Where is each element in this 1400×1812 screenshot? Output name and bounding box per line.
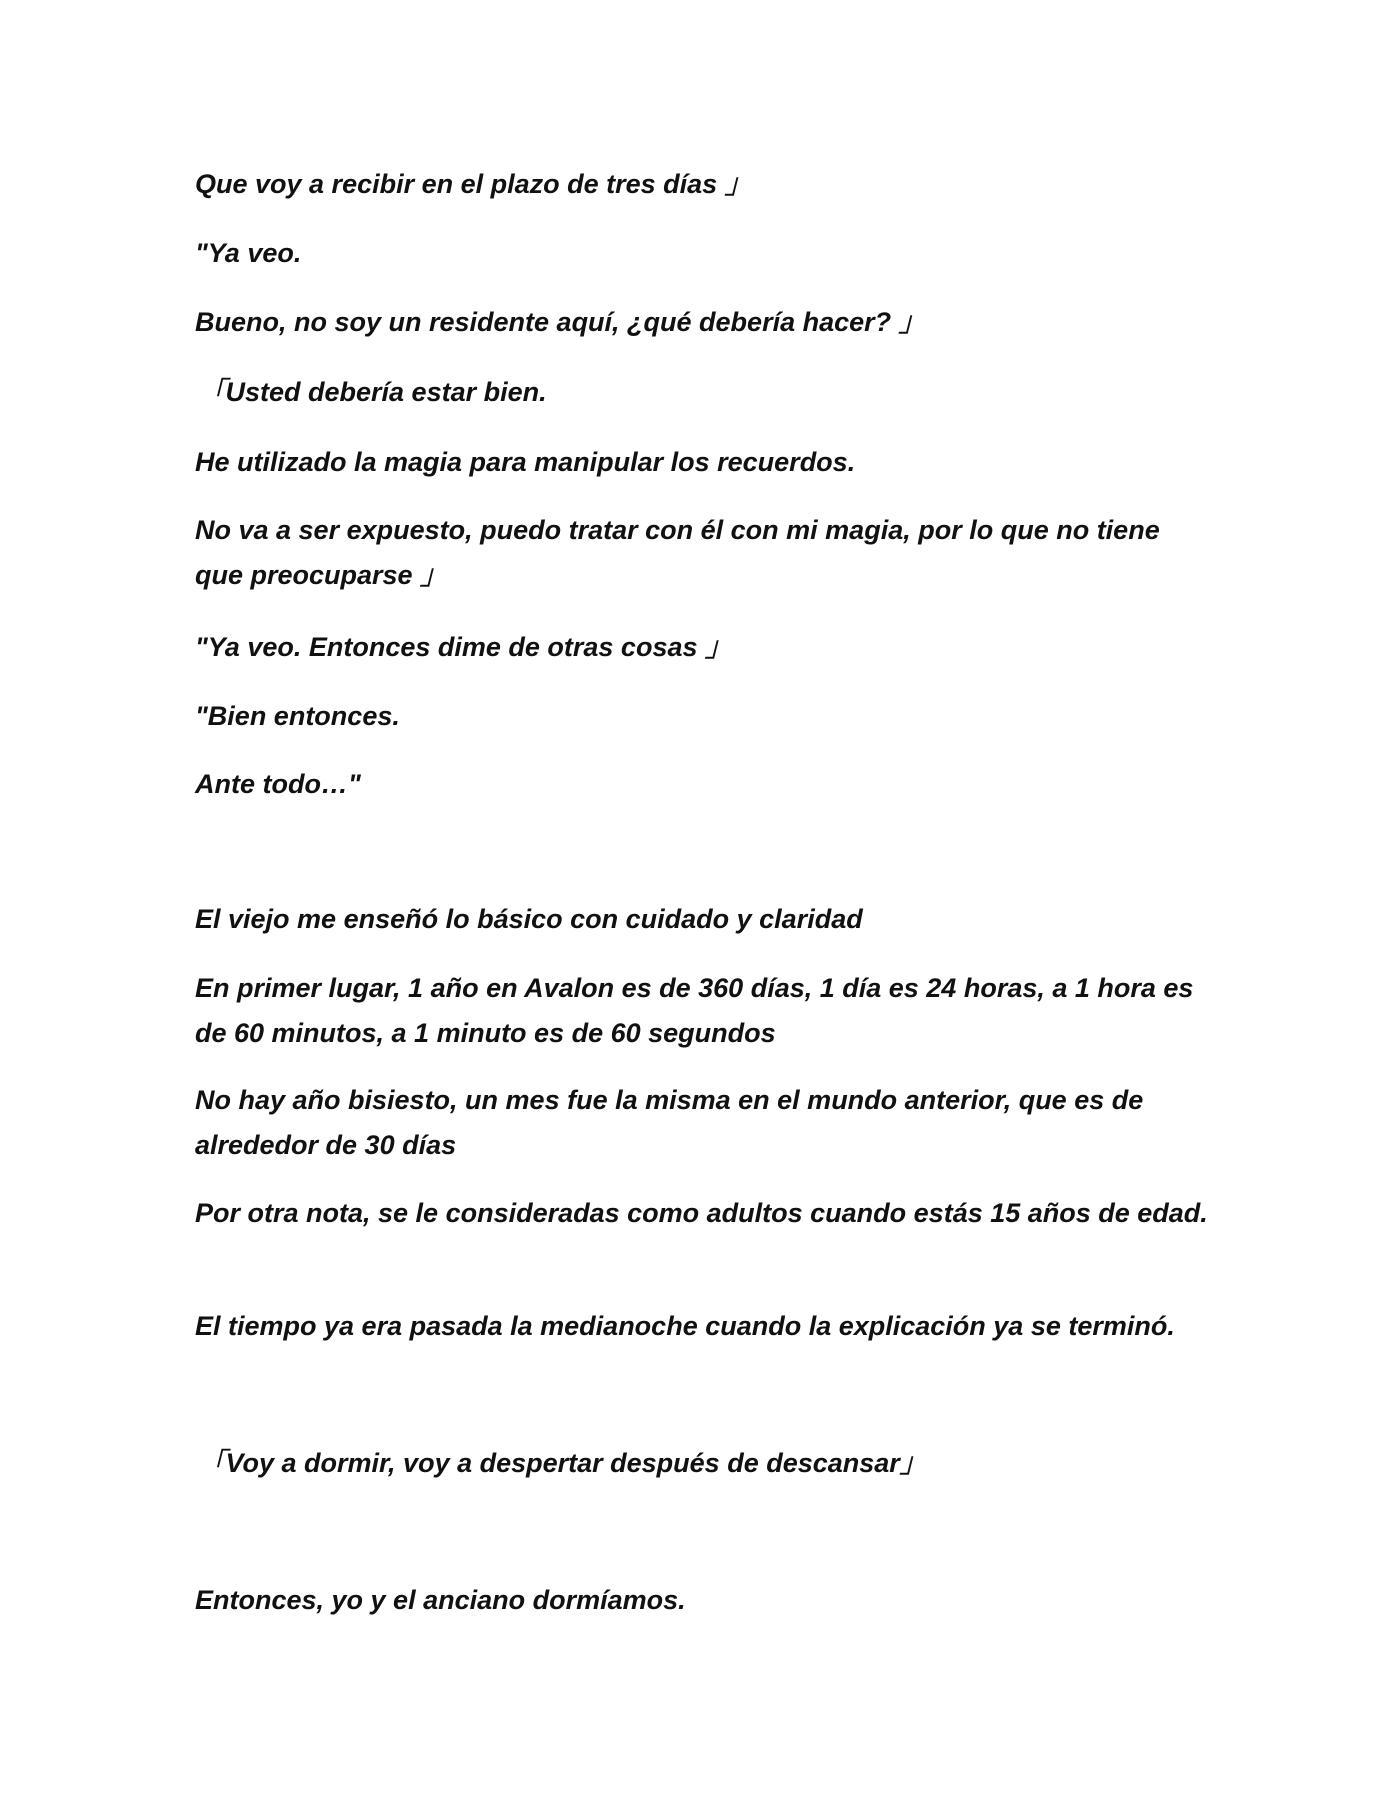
paragraph-6: No va a ser expuesto, puedo tratar con él con mi magia, por lo que no tiene que preocuparse ｣ [195,515,1168,590]
paragraph-11: En primer lugar, 1 año en Avalon es de 360 días, 1 día es 24 horas, a 1 hora es de 60 minutos, a 1 minuto es de 60 segundos [195,973,1201,1048]
paragraph-1: Que voy a recibir en el plazo de tres días ｣ [195,169,739,199]
paragraph-13: Por otra nota, se le consideradas como adultos cuando estás 15 años de edad. [195,1198,1208,1228]
paragraph-12: No hay año bisiesto, un mes fue la misma en el mundo anterior, que es de alrededor de 30 días [195,1085,1151,1160]
paragraph-5: He utilizado la magia para manipular los recuerdos. [195,447,856,477]
paragraph-15: ｢Voy a dormir, voy a despertar después de descansar｣ [212,1448,914,1478]
paragraph-9: Ante todo…" [195,769,361,799]
paragraph-16: Entonces, yo y el anciano dormíamos. [195,1585,686,1615]
paragraph-10: El viejo me enseñó lo básico con cuidado y claridad [195,904,863,934]
paragraph-2: "Ya veo. [195,238,302,268]
paragraph-8: "Bien entonces. [195,701,400,731]
paragraph-3: Bueno, no soy un residente aquí, ¿qué debería hacer? ｣ [195,307,913,337]
paragraph-7: "Ya veo. Entonces dime de otras cosas ｣ [195,632,719,662]
paragraph-14: El tiempo ya era pasada la medianoche cuando la explicación ya se terminó. [195,1311,1175,1341]
paragraph-4: ｢Usted debería estar bien. [212,377,547,407]
